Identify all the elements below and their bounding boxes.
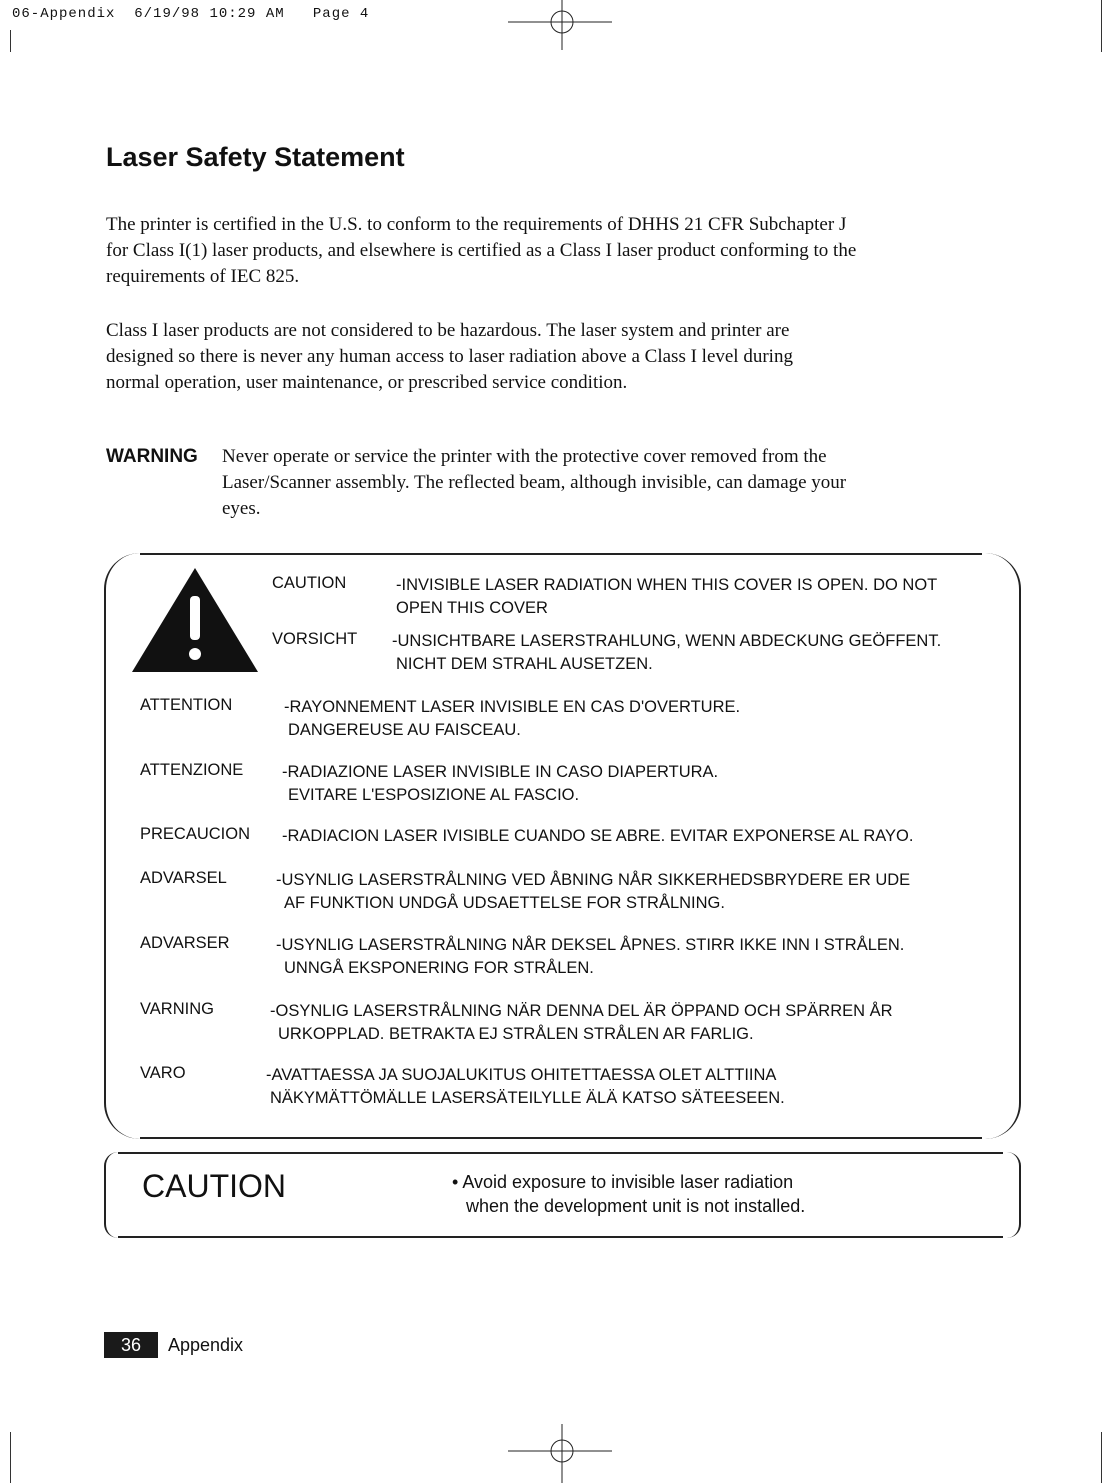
laser-label-top-edge [140,553,982,555]
caution-line: Avoid exposure to invisible laser radiation [462,1172,794,1192]
label-message [282,825,913,848]
label-message [282,761,718,807]
page-number-badge: 36 [104,1332,158,1358]
label-line: -USYNLIG LASERSTRÅLNING NÅR DEKSEL ÅPNES. STIRR IKKE INN I STRÅLEN. [276,936,905,954]
label-message [270,1000,893,1046]
warning-text [222,444,1012,522]
label-line: NICHT DEM STRAHL AUSETZEN. [396,655,653,673]
paragraph-line: Class I laser products are not considered to be hazardous. The laser system and printer are [106,320,790,341]
label-language: VORSICHT [272,630,358,648]
label-language: VARNING [140,1000,214,1018]
label-line: EVITARE L'ESPOSIZIONE AL FASCIO. [288,786,580,804]
label-line: -USYNLIG LASERSTRÅLNING VED ÅBNING NÅR SIKKERHEDSBRYDERE ER UDE [276,871,911,889]
paragraph-class-one [106,318,1026,396]
label-message [266,1064,785,1110]
label-line: UNNGÅ EKSPONERING FOR STRÅLEN. [284,959,594,977]
label-language: ATTENZIONE [140,761,244,779]
caution-box-top-edge [118,1152,1003,1154]
registration-mark-top [508,0,612,50]
paragraph-line: for Class I(1) laser products, and elsewhere is certified as a Class I laser product conforming to the [106,240,857,261]
label-message [276,869,910,915]
slug-file: 06-Appendix [12,6,116,22]
label-line: -INVISIBLE LASER RADIATION WHEN THIS COVER IS OPEN. DO NOT [396,576,938,594]
label-language: CAUTION [272,574,347,592]
label-language: PRECAUCION [140,825,251,843]
label-line: DANGEREUSE AU FAISCEAU. [288,721,521,739]
label-message [396,574,937,620]
caution-title: CAUTION [142,1168,286,1204]
label-language: ATTENTION [140,696,233,714]
crop-mark-left-bottom [10,1432,11,1483]
paragraph-line: normal operation, user maintenance, or prescribed service condition. [106,372,628,393]
label-line: -OSYNLIG LASERSTRÅLNING NÄR DENNA DEL ÄR ÖPPAND OCH SPÄRREN ÅR [270,1002,893,1020]
laser-label-bottom-edge [140,1137,982,1139]
crop-mark-right-bottom [1101,1432,1102,1483]
bullet-icon: • [452,1172,459,1192]
label-message [276,934,904,980]
warning-line: Laser/Scanner assembly. The reflected beam, although invisible, can damage your [222,472,847,493]
label-line: -RAYONNEMENT LASER INVISIBLE EN CAS D'OVERTURE. [284,698,741,716]
paragraph-line: designed so there is never any human access to laser radiation above a Class I level during [106,346,793,367]
caution-line: when the development unit is not installed. [466,1196,806,1216]
caution-box-bottom-edge [118,1236,1003,1238]
warning-line: Never operate or service the printer with the protective cover removed from the [222,446,827,467]
slug-page: Page 4 [312,6,370,22]
page-title: Laser Safety Statement [106,142,405,172]
warning-triangle-icon [130,566,260,674]
warning-label: WARNING [106,446,198,467]
label-message [284,696,740,742]
paragraph-line: The printer is certified in the U.S. to conform to the requirements of DHHS 21 CFR Subchapter J [106,214,847,235]
slug-date: 6/19/98 [134,6,201,22]
label-line: -RADIACION LASER IVISIBLE CUANDO SE ABRE. EVITAR EXPONERSE AL RAYO. [282,827,914,845]
label-line: NÄKYMÄTTÖMÄLLE LASERSÄTEILYLLE ÄLÄ KATSO SÄTEESEEN. [270,1089,785,1107]
label-line: -UNSICHTBARE LASERSTRAHLUNG, WENN ABDECKUNG GEÖFFENT. [392,632,942,650]
label-language: ADVARSER [140,934,230,952]
caution-message [452,1170,805,1218]
crop-mark-right-top [1101,0,1102,52]
warning-line: eyes. [222,498,261,519]
label-language: ADVARSEL [140,869,227,887]
paragraph-line: requirements of IEC 825. [106,266,300,287]
slug-time: 10:29 AM [209,6,285,22]
registration-mark-bottom [508,1424,612,1483]
label-message [392,630,941,676]
print-slug [12,6,369,22]
crop-mark-left-top [10,30,11,52]
section-label: Appendix [168,1335,244,1355]
paragraph-certification [106,212,1026,290]
label-line: URKOPPLAD. BETRAKTA EJ STRÅLEN STRÅLEN AR FARLIG. [278,1025,754,1043]
label-language: VARO [140,1064,186,1082]
label-line: -RADIAZIONE LASER INVISIBLE IN CASO DIAPERTURA. [282,763,719,781]
label-line: AF FUNKTION UNDGÅ UDSAETTELSE FOR STRÅLNING. [284,894,725,912]
label-line: OPEN THIS COVER [396,599,548,617]
label-line: -AVATTAESSA JA SUOJALUKITUS OHITETTAESSA OLET ALTTIINA [266,1066,777,1084]
